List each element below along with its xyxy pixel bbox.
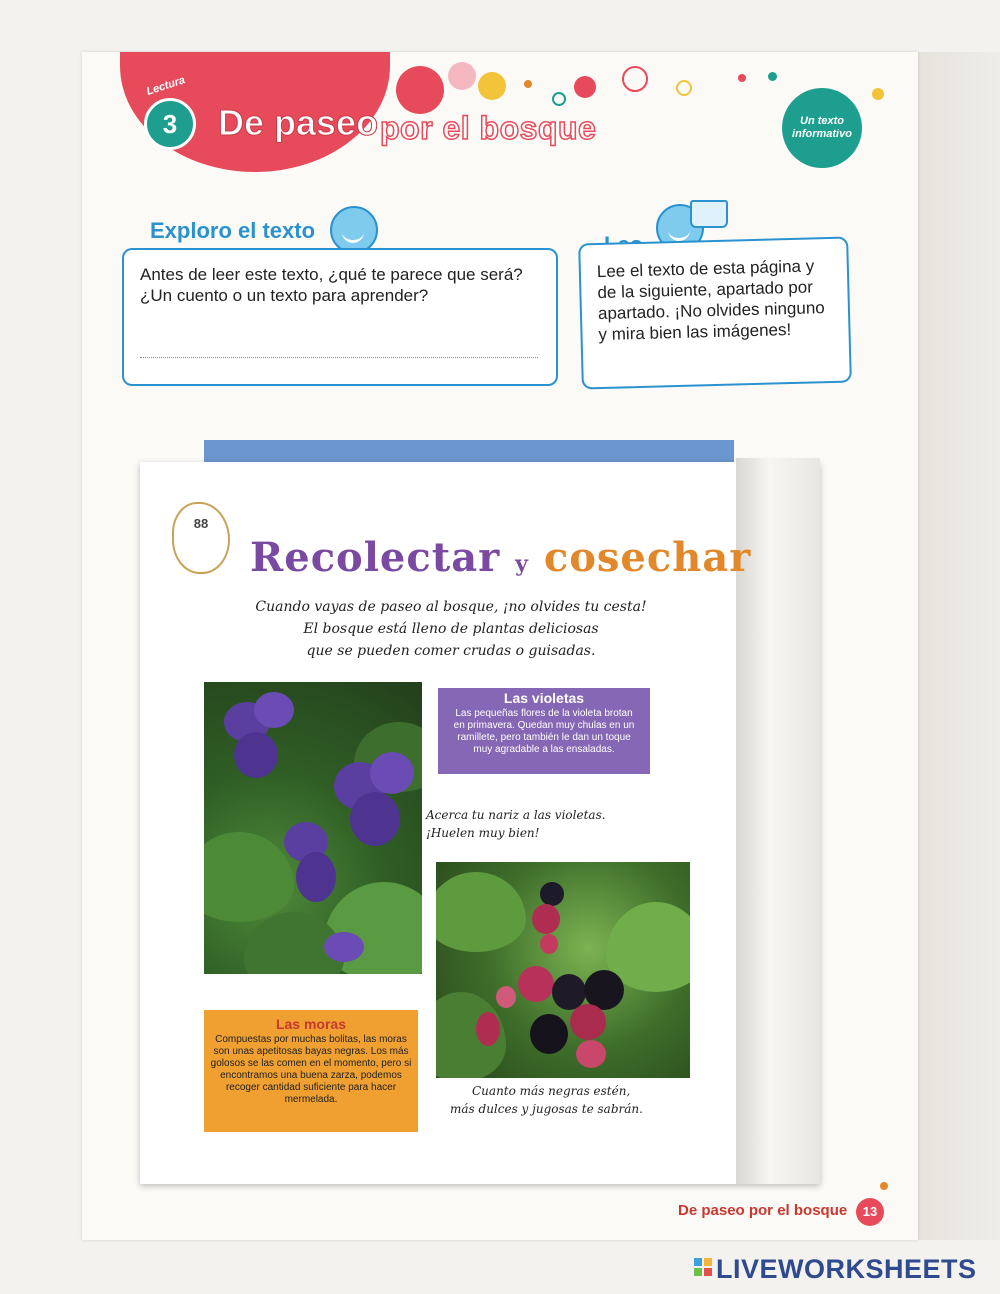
- book-page-number: 88: [172, 502, 230, 574]
- intro-line-2: El bosque está lleno de plantas deliciosas: [303, 621, 599, 637]
- text-type-label: Un texto informativo: [792, 115, 852, 140]
- lectura-number: 3: [144, 98, 196, 150]
- violets-note-line-2: ¡Huelen muy bien!: [426, 826, 540, 840]
- liveworksheets-logo-icon: [694, 1258, 712, 1282]
- decor-dot: [622, 66, 648, 92]
- decor-dot: [676, 80, 692, 96]
- decor-dot: [396, 66, 444, 114]
- book-title: [250, 534, 751, 581]
- decor-dot: [552, 92, 566, 106]
- footer-page-number: 13: [856, 1198, 884, 1226]
- violets-title: Las violetas: [503, 690, 585, 706]
- book-intro: [214, 596, 688, 662]
- book-cover-edge: [204, 440, 734, 462]
- decor-dot: [738, 74, 746, 82]
- smiley-face-icon: [330, 206, 378, 254]
- intro-line-3: que se pueden comer crudas o guisadas.: [306, 643, 596, 659]
- violets-note: [426, 806, 606, 842]
- intro-line-1: Cuando vayas de paseo al bosque, ¡no olvides tu cesta!: [255, 599, 647, 615]
- text-type-badge: [782, 88, 862, 168]
- explore-question: Antes de leer este texto, ¿qué te parece que será? ¿Un cuento o un texto para aprender?: [140, 265, 523, 305]
- leo-box: [578, 236, 852, 389]
- violets-photo: [204, 682, 422, 974]
- decor-dot: [448, 62, 476, 90]
- open-book-icon: [690, 200, 728, 228]
- decor-dot: [872, 88, 884, 100]
- decor-dot: [768, 72, 777, 81]
- violets-note-line-1: Acerca tu nariz a las violetas.: [426, 808, 606, 822]
- decor-dot: [574, 76, 596, 98]
- decor-dot: [478, 72, 506, 100]
- violets-text: Las pequeñas flores de la violeta brotan en primavera. Quedan muy chulas en un ramillete, pero también le dan un toque muy agradable a las ensaladas.: [453, 708, 635, 755]
- page-title-part1: De paseo: [218, 102, 379, 143]
- book-title-connector: y: [515, 551, 529, 577]
- leo-text: Lee el texto de esta página y de la siguiente, apartado por apartado. ¡No olvides ninguno y mira bien las imágenes!: [596, 256, 825, 345]
- liveworksheets-brand[interactable]: LIVEWORKSHEETS: [716, 1254, 977, 1284]
- answer-line[interactable]: [140, 357, 538, 358]
- footer-title: De paseo por el bosque: [678, 1202, 848, 1219]
- blackberries-photo: [436, 862, 690, 1078]
- blackberries-note: [450, 1082, 643, 1118]
- book-title-part1: Recolectar: [250, 534, 501, 581]
- lectura-label: Lectura: [145, 74, 187, 98]
- blackberries-note-line-1: Cuanto más negras estén,: [472, 1084, 631, 1098]
- blackberries-note-line-2: más dulces y jugosas te sabrán.: [450, 1102, 643, 1116]
- violets-info-box: [438, 688, 650, 774]
- page-title-part2: por el bosque: [380, 110, 597, 146]
- moras-text: Compuestas por muchas bolitas, las moras son unas apetitosas bayas negras. Los más golosos se las comen en el momento, pero si encontramos una buena zarza, podemos recoger cantidad suficiente para hacer mermelada.: [210, 1034, 412, 1105]
- decor-dot: [880, 1182, 888, 1190]
- moras-info-box: [204, 1010, 418, 1132]
- adjacent-page-edge: [918, 52, 1000, 1240]
- explore-box: [122, 248, 558, 386]
- moras-title: Las moras: [275, 1016, 347, 1032]
- book-title-part2: cosechar: [543, 534, 752, 581]
- decor-dot: [524, 80, 532, 88]
- explore-title: Exploro el texto: [150, 218, 316, 243]
